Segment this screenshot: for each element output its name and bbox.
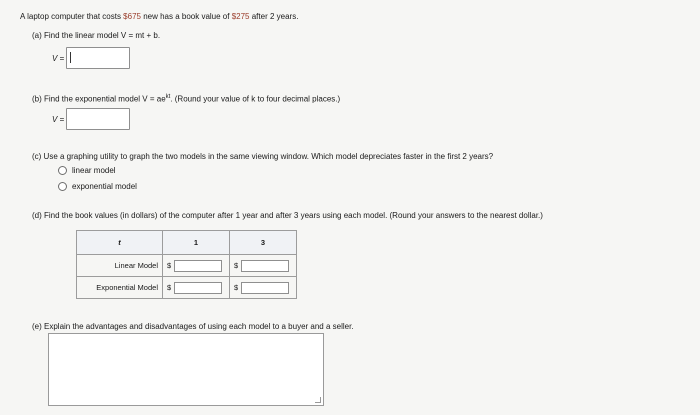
- table-row-linear: [77, 255, 297, 277]
- stem-text-3: after 2 years.: [249, 12, 299, 21]
- header-t: t: [77, 231, 163, 255]
- part-b-prompt-text: (b) Find the exponential model V = ae: [32, 94, 166, 104]
- stem-text-2: new has a book value of: [140, 12, 232, 21]
- radio-label: linear model: [72, 166, 116, 175]
- part-b-answer-label: V =: [52, 115, 65, 124]
- linear-year-3-input[interactable]: [241, 260, 289, 272]
- part-a-answer-label: V =: [52, 54, 65, 63]
- linear-year-1-cell: [163, 255, 230, 277]
- dollar-sign: $: [234, 283, 239, 292]
- row-label: Linear Model: [77, 255, 163, 277]
- radio-label: exponential model: [72, 182, 137, 191]
- radio-linear-model[interactable]: [58, 166, 116, 175]
- exponential-year-3-input[interactable]: [241, 282, 289, 294]
- radio-button[interactable]: [58, 166, 67, 175]
- dollar-sign: $: [167, 283, 172, 292]
- book-value: $275: [231, 12, 250, 21]
- cost-value: $675: [123, 12, 141, 21]
- text-cursor: [70, 52, 71, 63]
- dollar-sign: $: [234, 261, 239, 270]
- part-e-answer-textarea[interactable]: [48, 333, 324, 406]
- part-b-answer-field[interactable]: [66, 108, 130, 130]
- table-header-row: [77, 231, 297, 255]
- header-year-1: 1: [163, 231, 230, 255]
- part-a-prompt: (a) Find the linear model V = mt + b.: [32, 31, 161, 40]
- book-value-table: [76, 230, 297, 299]
- row-label: Exponential Model: [77, 277, 163, 299]
- exponential-year-1-cell: [163, 277, 230, 299]
- header-year-3: 3: [230, 231, 297, 255]
- exponential-year-1-input[interactable]: [174, 282, 222, 294]
- part-c-prompt: (c) Use a graphing utility to graph the two models in the same viewing window. Which model depreciates faster in the first 2 years?: [32, 152, 494, 161]
- exponential-year-3-cell: [230, 277, 297, 299]
- linear-year-3-cell: [230, 255, 297, 277]
- dollar-sign: $: [167, 261, 172, 270]
- part-d-prompt: (d) Find the book values (in dollars) of the computer after 1 year and after 3 years using each model. (Round your answers to the nearest dollar.): [32, 211, 543, 220]
- question-stem: [20, 12, 298, 21]
- part-a-answer-field[interactable]: [66, 47, 130, 69]
- part-b-prompt: [32, 94, 340, 104]
- table-row-exponential: [77, 277, 297, 299]
- resize-grip-icon[interactable]: [315, 397, 321, 403]
- linear-year-1-input[interactable]: [174, 260, 222, 272]
- part-e-prompt: (e) Explain the advantages and disadvantages of using each model to a buyer and a seller.: [32, 322, 354, 331]
- part-b-exponent: kt: [165, 94, 171, 100]
- part-b-prompt-tail: . (Round your value of k to four decimal places.): [170, 94, 341, 104]
- stem-text-1: A laptop computer that costs: [20, 12, 124, 21]
- radio-exponential-model[interactable]: [58, 182, 137, 191]
- radio-button[interactable]: [58, 182, 67, 191]
